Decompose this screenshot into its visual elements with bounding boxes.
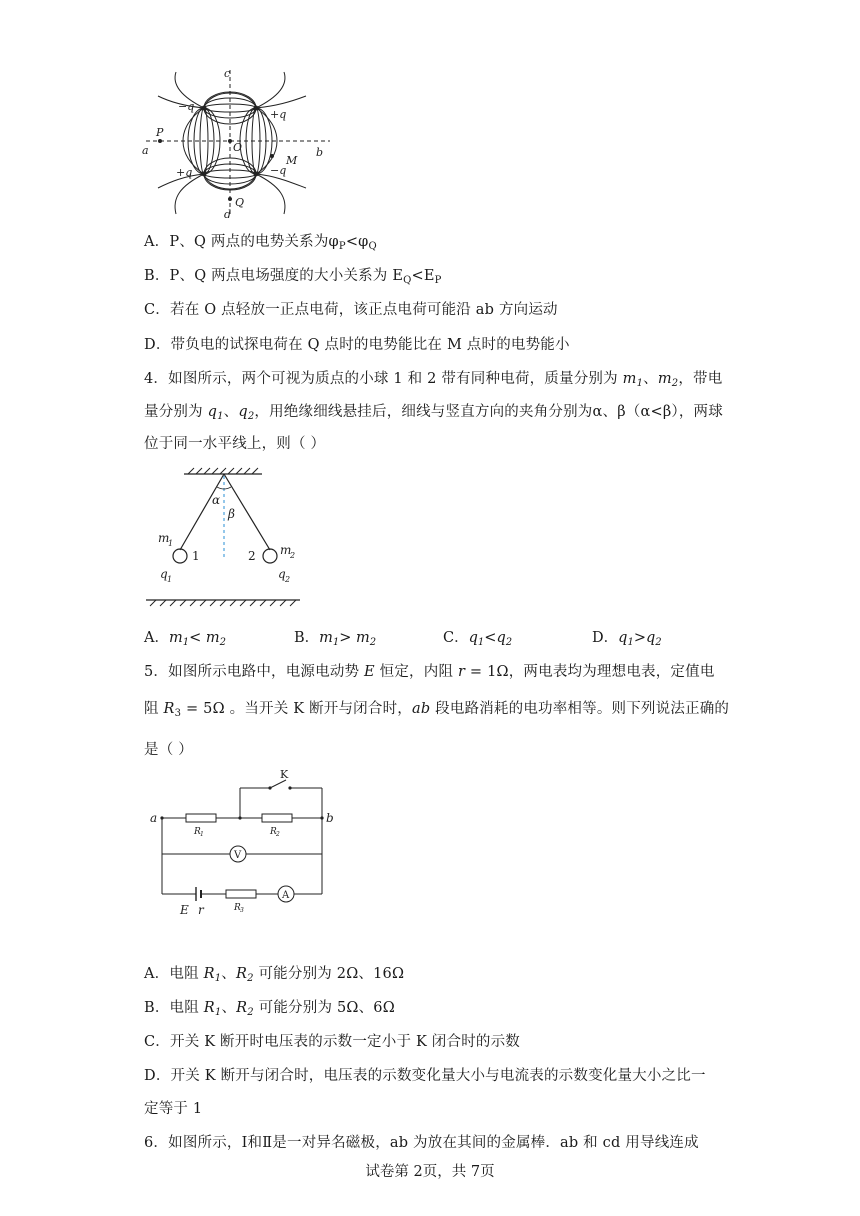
label-ball-2: 2 xyxy=(248,549,256,563)
q3-option-c: C．若在 O 点轻放一正点电荷，该正点电荷可能沿 ab 方向运动 xyxy=(144,302,558,318)
q4-stem-line3: 位于同一水平线上，则（ ） xyxy=(144,436,326,452)
ammeter-symbol: A xyxy=(282,890,290,901)
label-b: b xyxy=(326,811,334,825)
label-q2: q xyxy=(278,567,286,581)
label-m1: m xyxy=(158,531,170,545)
q5-option-b: B．电阻 $R_1$、$R_2$ 可能分别为 5Ω、6Ω xyxy=(144,1000,395,1018)
q6-stem-line1: 6．如图所示，Ⅰ和Ⅱ是一对异名磁极，ab 为放在其间的金属棒．ab 和 cd 用导线连成 xyxy=(144,1135,699,1151)
label-c: c xyxy=(224,67,231,80)
label-O: O xyxy=(233,141,243,154)
label-d: d xyxy=(224,208,232,221)
field-lines-figure xyxy=(140,66,340,222)
q4-stem-line1: 4．如图所示，两个可视为质点的小球 1 和 2 带有同种电荷，质量分别为 $m_1$、$m_2$，带电 xyxy=(144,371,723,389)
svg-text:2: 2 xyxy=(285,575,291,584)
label-alpha: α xyxy=(212,493,221,507)
charge-tr: +q xyxy=(270,108,287,121)
svg-text:1: 1 xyxy=(200,831,204,838)
q5-option-a: A．电阻 $R_1$、$R_2$ 可能分别为 2Ω、16Ω xyxy=(144,966,405,984)
label-q1: q xyxy=(160,567,168,581)
charge-tl: −q xyxy=(178,100,195,113)
label-Q: Q xyxy=(235,196,245,209)
voltmeter-symbol: V xyxy=(234,850,242,861)
label-ball-1: 1 xyxy=(192,549,200,563)
label-M: M xyxy=(286,154,298,167)
q5-stem-line1: 5．如图所示电路中，电源电动势 E 恒定，内阻 r = 1Ω，两电表均为理想电表，定值电 xyxy=(144,664,715,680)
svg-text:1: 1 xyxy=(168,539,174,548)
svg-text:1: 1 xyxy=(167,575,173,584)
label-E: E xyxy=(180,903,189,916)
charge-bl: +q xyxy=(176,166,193,179)
label-beta: β xyxy=(228,507,235,521)
label-R2: R xyxy=(270,827,277,837)
q3-option-a: A．P、Q 两点的电势关系为$\varphi_P<\varphi_Q$ xyxy=(144,234,377,252)
label-a: a xyxy=(150,811,158,825)
label-m2: m xyxy=(280,543,292,557)
label-R3: R xyxy=(234,903,241,913)
q5-option-d-line2: 定等于 1 xyxy=(144,1101,203,1117)
label-K: K xyxy=(280,768,289,781)
q4-option-d: D．$q_1>q_2$ xyxy=(592,630,662,648)
q5-stem-line3: 是（ ） xyxy=(144,742,193,758)
q3-option-b: B．P、Q 两点电场强度的大小关系为 $E_Q<E_P$ xyxy=(144,268,442,286)
pendulum-figure xyxy=(144,466,314,608)
q3-option-d: D．带负电的试探电荷在 Q 点时的电势能比在 M 点时的电势能小 xyxy=(144,337,570,353)
circuit-figure xyxy=(146,766,346,916)
q4-option-a: A．$m_1< m_2$ xyxy=(144,630,226,648)
label-P: P xyxy=(156,126,164,139)
q4-option-b: B．$m_1> m_2$ xyxy=(294,630,377,648)
svg-text:2: 2 xyxy=(276,831,280,838)
q4-stem-line2: 量分别为 $q_1$、$q_2$，用绝缘细线悬挂后，细线与竖直方向的夹角分别为α、β（α<β），两球 xyxy=(144,404,723,422)
q5-option-d-line1: D．开关 K 断开与闭合时，电压表的示数变化量大小与电流表的示数变化量大小之比一 xyxy=(144,1068,706,1084)
q5-stem-line2: 阻 $R_3 = 5\Omega$ 。当开关 K 断开与闭合时，ab 段电路消耗的电功率相等。则下列说法正确的 xyxy=(144,701,730,719)
q4-option-c: C．$q_1<q_2$ xyxy=(443,630,513,648)
charge-br: −q xyxy=(270,164,287,177)
page-footer: 试卷第 2页，共 7页 xyxy=(365,1164,495,1180)
label-b: b xyxy=(316,146,324,159)
label-R1: R xyxy=(194,827,201,837)
svg-text:3: 3 xyxy=(240,907,244,914)
label-a: a xyxy=(142,144,149,157)
label-r: r xyxy=(198,903,204,916)
q5-option-c: C．开关 K 断开时电压表的示数一定小于 K 闭合时的示数 xyxy=(144,1034,520,1050)
svg-text:2: 2 xyxy=(290,551,296,560)
